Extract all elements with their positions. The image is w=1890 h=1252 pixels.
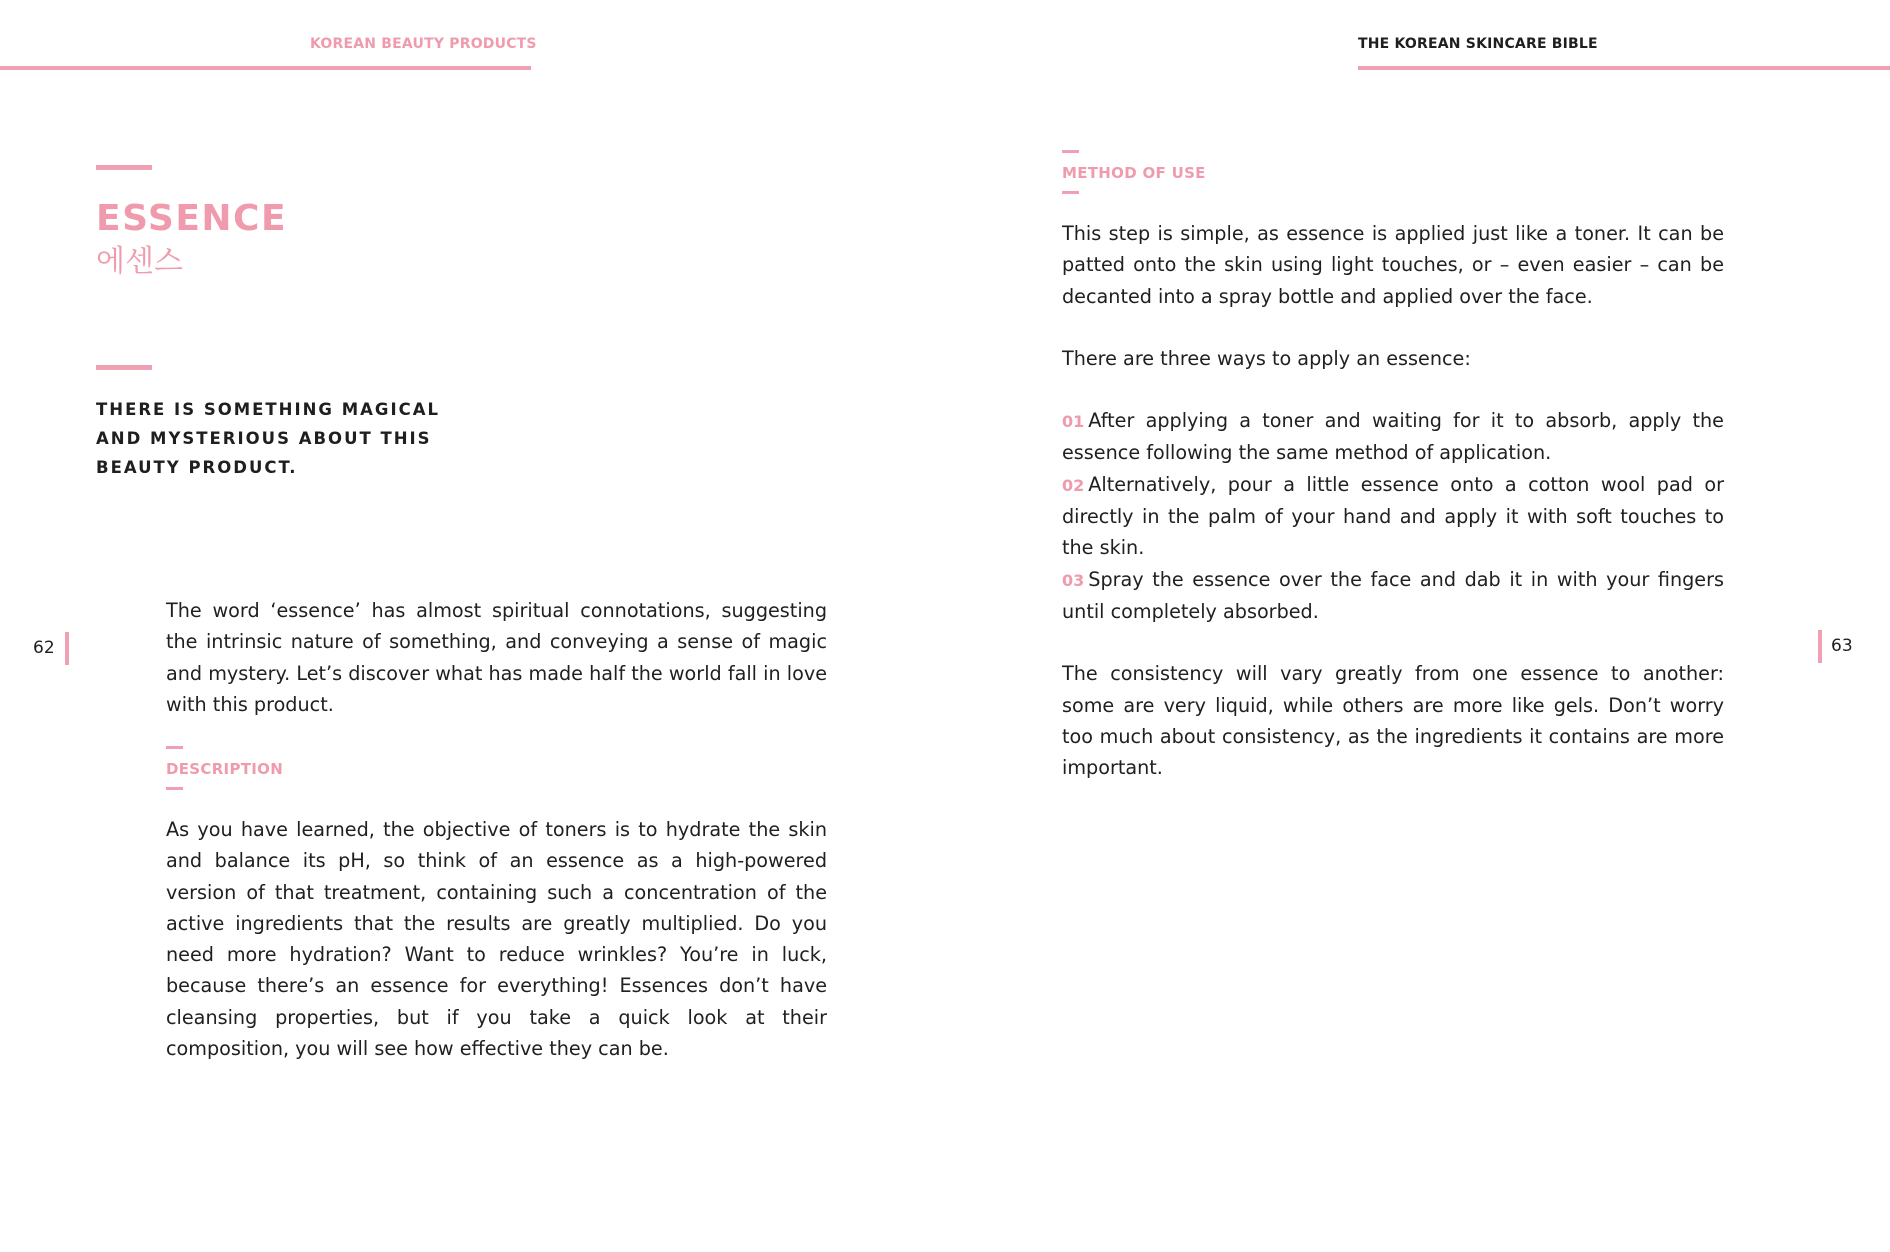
page-number-right: 63: [1831, 636, 1853, 656]
method-text: [1062, 218, 1724, 783]
method-intro: This step is simple, as essence is applied just like a toner. It can be patted onto the skin using light touches, or – even easier – can be decanted into a spray bottle and applied over the face.: [1062, 222, 1724, 308]
header-rule-right: [1358, 66, 1890, 70]
method-rule-bottom: [1062, 191, 1079, 194]
step-text: Alternatively, pour a little essence onto a cotton wool pad or directly in the palm of your hand and apply it with soft touches to the skin.: [1062, 472, 1724, 560]
page-title: ESSENCE: [96, 198, 288, 239]
step-number: 03: [1062, 570, 1085, 590]
page-number-marker-left: [65, 632, 69, 665]
lead-line: THERE IS SOMETHING MAGICAL: [96, 400, 440, 419]
description-rule-bottom: [166, 787, 183, 790]
step-text: After applying a toner and waiting for it to absorb, apply the essence following the same method of application.: [1062, 409, 1724, 465]
lead-text: [96, 395, 496, 482]
step-item: [1062, 564, 1724, 628]
lead-line: AND MYSTERIOUS ABOUT THIS: [96, 429, 432, 448]
step-item: [1062, 469, 1724, 564]
consistency-paragraph: The consistency will vary greatly from one essence to another: some are very liquid, while others are more like gels. Don’t worry too much about consistency, as the ingredients it contains are more important.: [1062, 662, 1724, 780]
page-title-korean: 에센스: [96, 244, 183, 279]
description-rule-top: [166, 746, 183, 749]
header-rule-left: [0, 66, 531, 70]
method-heading: METHOD OF USE: [1062, 164, 1206, 182]
method-rule-top: [1062, 150, 1079, 153]
page-number-marker-right: [1818, 630, 1822, 663]
lead-line: BEAUTY PRODUCT.: [96, 458, 298, 477]
title-accent-rule: [96, 165, 152, 170]
step-item: [1062, 405, 1724, 469]
page-number-left: 62: [33, 638, 55, 658]
step-number: 01: [1062, 412, 1085, 432]
lead-accent-rule: [96, 365, 152, 370]
step-text: Spray the essence over the face and dab it in with your fingers until completely absorbed.: [1062, 567, 1724, 623]
running-head-right: THE KOREAN SKINCARE BIBLE: [1358, 36, 1598, 52]
ways-intro: There are three ways to apply an essence:: [1062, 346, 1471, 370]
step-number: 02: [1062, 475, 1085, 495]
description-paragraph: As you have learned, the objective of toners is to hydrate the skin and balance its pH, so think of an essence as a high-powered version of that treatment, containing such a concentration of the active ingredients that the results are greatly multiplied. Do you need more hydration? Want to reduce wrinkles? You’re in luck, because there’s an essence for everything! Essences don’t have cleansing properties, but if you take a quick look at their composition, you will see how effective they can be.: [166, 818, 827, 1061]
description-heading: DESCRIPTION: [166, 760, 284, 778]
running-head-left: KOREAN BEAUTY PRODUCTS: [310, 36, 537, 52]
intro-paragraph: The word ‘essence’ has almost spiritual connotations, suggesting the intrinsic nature of something, and conveying a sense of magic and mystery. Let’s discover what has made half the world fall in love with this product.: [166, 599, 827, 716]
